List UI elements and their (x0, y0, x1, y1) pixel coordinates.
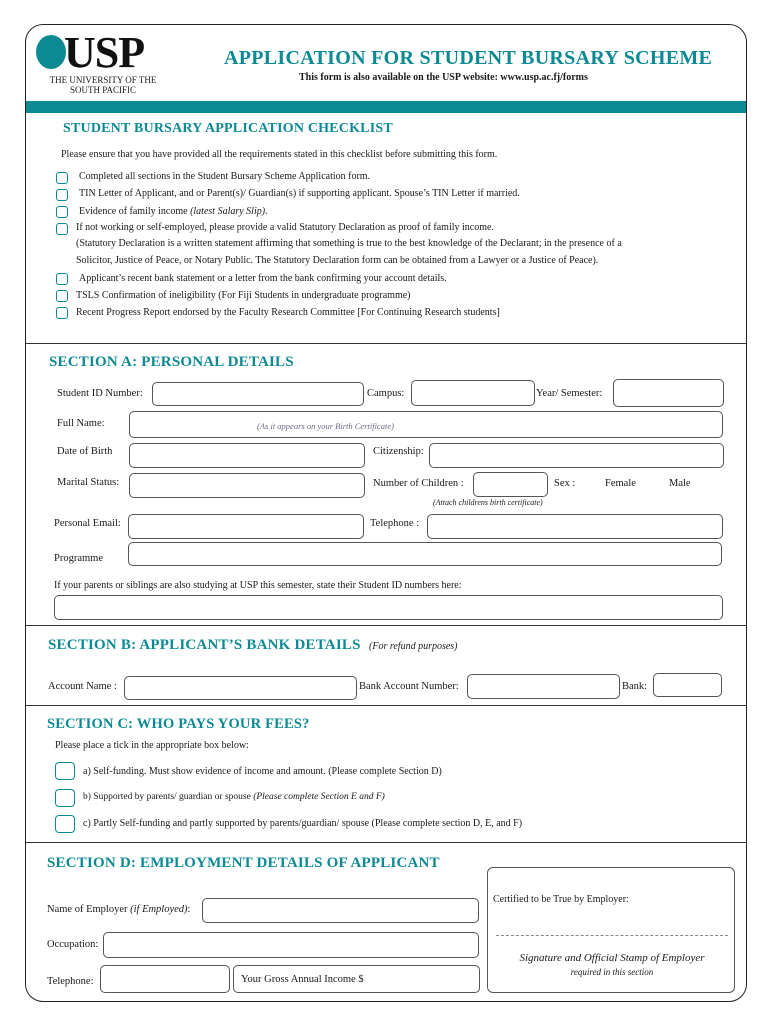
checklist-item-1: Completed all sections in the Student Bursary Scheme Application form. (79, 171, 371, 182)
checklist-checkbox-5[interactable] (56, 273, 68, 285)
full-name-hint: (As it appears on your Birth Certificate) (257, 421, 394, 431)
bank-label: Bank: (622, 681, 648, 692)
account-name-label: Account Name : (48, 681, 117, 692)
account-number-label: Bank Account Number: (359, 681, 459, 692)
logo-sub-line1: THE UNIVERSITY OF THE (49, 75, 157, 85)
dob-input[interactable] (129, 443, 365, 468)
fees-supported-checkbox[interactable] (55, 789, 75, 807)
divider (26, 625, 747, 626)
full-name-label: Full Name: (57, 418, 105, 429)
checklist-item-3-text: Evidence of family income (79, 206, 188, 217)
fees-option-b-italic: (Please complete Section E and F) (253, 792, 385, 802)
logo-text: USP (64, 28, 145, 77)
children-input[interactable] (473, 472, 548, 497)
occupation-input[interactable] (103, 932, 479, 958)
fees-option-a: a) Self-funding. Must show evidence of income and amount. (Please complete Section D) (83, 766, 442, 777)
campus-input[interactable] (411, 380, 535, 406)
sex-label: Sex : (554, 478, 576, 489)
year-semester-label: Year/ Semester: (536, 388, 603, 399)
section-c-instruction: Please place a tick in the appropriate box below: (55, 740, 249, 751)
student-id-input[interactable] (152, 382, 364, 406)
account-name-input[interactable] (124, 676, 357, 700)
checklist-checkbox-3[interactable] (56, 206, 68, 218)
programme-input[interactable] (128, 542, 722, 566)
telephone-input[interactable] (427, 514, 723, 539)
checklist-checkbox-7[interactable] (56, 307, 68, 319)
telephone-label: Telephone : (370, 518, 420, 529)
section-a-heading: SECTION A: PERSONAL DETAILS (49, 354, 294, 370)
form-title: APPLICATION FOR STUDENT BURSARY SCHEME (224, 47, 713, 69)
fees-option-b-text: b) Supported by parents/ guardian or spouse (83, 792, 251, 802)
account-number-input[interactable] (467, 674, 620, 699)
checklist-heading: STUDENT BURSARY APPLICATION CHECKLIST (63, 121, 393, 136)
logo-subtitle (38, 75, 168, 95)
logo-sub-line2: SOUTH PACIFIC (70, 85, 136, 95)
checklist-intro: Please ensure that you have provided all the requirements stated in this checklist before submitting this form. (61, 149, 498, 160)
student-id-label: Student ID Number: (57, 388, 143, 399)
citizenship-label: Citizenship: (373, 446, 424, 457)
required-label: required in this section (570, 967, 654, 977)
checklist-item-4: If not working or self-employed, please provide a valid Statutory Declaration as proof of family income. (76, 222, 494, 233)
citizenship-input[interactable] (429, 443, 724, 468)
form-page (25, 24, 747, 1002)
employer-label (47, 904, 190, 915)
campus-label: Campus: (367, 388, 405, 399)
fees-option-c: c) Partly Self-funding and partly supported by parents/guardian/ spouse (Please complete section D, E, and F) (83, 818, 523, 829)
fees-self-funding-checkbox[interactable] (55, 762, 75, 780)
gross-income-input[interactable] (233, 965, 480, 993)
checklist-checkbox-1[interactable] (56, 172, 68, 184)
siblings-input[interactable] (54, 595, 723, 620)
signature-label: Signature and Official Stamp of Employer (519, 952, 705, 964)
checklist-item-3-italic: (latest Salary Slip). (190, 206, 268, 217)
checklist-checkbox-2[interactable] (56, 189, 68, 201)
dob-label: Date of Birth (57, 446, 113, 457)
stat-dec-note-line1: (Statutory Declaration is a written statement affirming that something is true to the best knowledge of the Declarant; in the presence of a (76, 238, 622, 249)
employment-telephone-label: Telephone: (47, 976, 94, 987)
employment-telephone-input[interactable] (100, 965, 230, 993)
year-semester-input[interactable] (613, 379, 724, 407)
gross-income-label: Your Gross Annual Income $ (241, 974, 364, 985)
marital-status-label: Marital Status: (57, 477, 120, 488)
employer-certification-box[interactable] (487, 867, 735, 993)
employer-label-colon: : (187, 904, 191, 915)
full-name-input[interactable] (129, 411, 723, 438)
sex-male-option[interactable]: Male (669, 478, 691, 489)
fees-partly-checkbox[interactable] (55, 815, 75, 833)
siblings-label: If your parents or siblings are also studying at USP this semester, state their Student ID numbers here: (54, 580, 462, 591)
usp-logo-emblem-icon (36, 35, 66, 69)
marital-status-input[interactable] (129, 473, 365, 498)
divider (26, 343, 747, 344)
checklist-item-5: Applicant’s recent bank statement or a letter from the bank confirming your account details. (79, 273, 447, 284)
checklist-item-7: Recent Progress Report endorsed by the Faculty Research Committee [For Continuing Research students] (76, 307, 500, 318)
occupation-label: Occupation: (47, 939, 99, 950)
checklist-checkbox-4[interactable] (56, 223, 68, 235)
programme-label: Programme (54, 553, 103, 564)
children-label: Number of Children : (373, 478, 464, 489)
section-d-heading: SECTION D: EMPLOYMENT DETAILS OF APPLICANT (47, 855, 440, 871)
stat-dec-note-line2: Solicitor, Justice of Peace, or Notary Public. The Statutory Declaration form can be obtained from a Lawyer or a Justice of Peace). (76, 255, 599, 266)
header-bar (26, 101, 747, 113)
sex-female-option[interactable]: Female (605, 478, 636, 489)
section-b-note: (For refund purposes) (369, 641, 458, 652)
divider (26, 842, 747, 843)
email-input[interactable] (128, 514, 364, 539)
employer-label-text: Name of Employer (47, 904, 128, 915)
divider (26, 705, 747, 706)
checklist-item-6: TSLS Confirmation of ineligibility (For Fiji Students in undergraduate programme) (76, 290, 411, 301)
section-b-heading: SECTION B: APPLICANT’S BANK DETAILS (48, 637, 361, 653)
certified-label: Certified to be True by Employer: (493, 894, 629, 905)
bank-input[interactable] (653, 673, 722, 697)
section-c-heading: SECTION C: WHO PAYS YOUR FEES? (47, 716, 310, 732)
checklist-item-3 (79, 206, 268, 217)
checklist-item-2: TIN Letter of Applicant, and or Parent(s)/ Guardian(s) if supporting applicant. Spouse’s TIN Letter if married. (79, 188, 520, 199)
form-subtitle: This form is also available on the USP website: www.usp.ac.fj/forms (299, 72, 588, 83)
employer-label-italic: (if Employed) (130, 904, 188, 915)
fees-option-b (83, 792, 385, 802)
employer-input[interactable] (202, 898, 479, 923)
checklist-checkbox-6[interactable] (56, 290, 68, 302)
children-hint: (Attach childrens birth certificate) (433, 498, 543, 507)
signature-line (496, 935, 728, 936)
email-label: Personal Email: (54, 518, 121, 529)
